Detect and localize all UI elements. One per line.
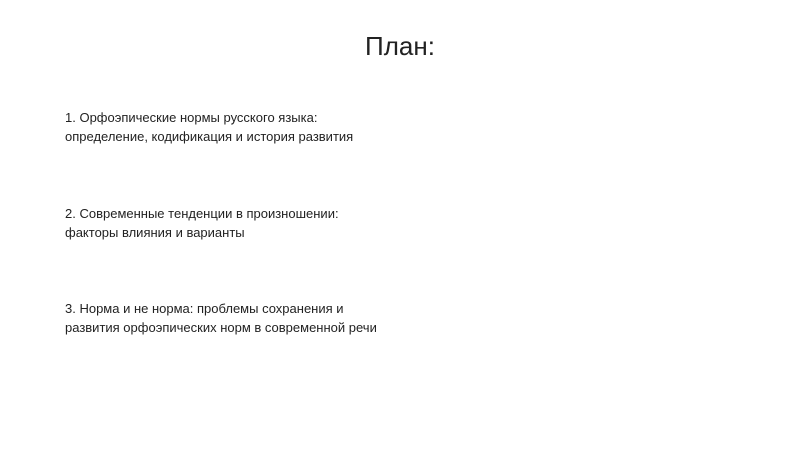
slide-title: План: xyxy=(365,31,435,61)
plan-item-line: развития орфоэпических норм в современной речи xyxy=(65,320,377,335)
plan-item-line: факторы влияния и варианты xyxy=(65,225,245,240)
plan-item-line: 1. Орфоэпические нормы русского языка: xyxy=(65,110,318,125)
plan-item xyxy=(65,204,339,242)
plan-item-line: 3. Норма и не норма: проблемы сохранения и xyxy=(65,301,344,316)
plan-item xyxy=(65,108,353,146)
plan-item xyxy=(65,299,377,337)
plan-item-line: 2. Современные тенденции в произношении: xyxy=(65,206,339,221)
plan-item-line: определение, кодификация и история развития xyxy=(65,129,354,144)
